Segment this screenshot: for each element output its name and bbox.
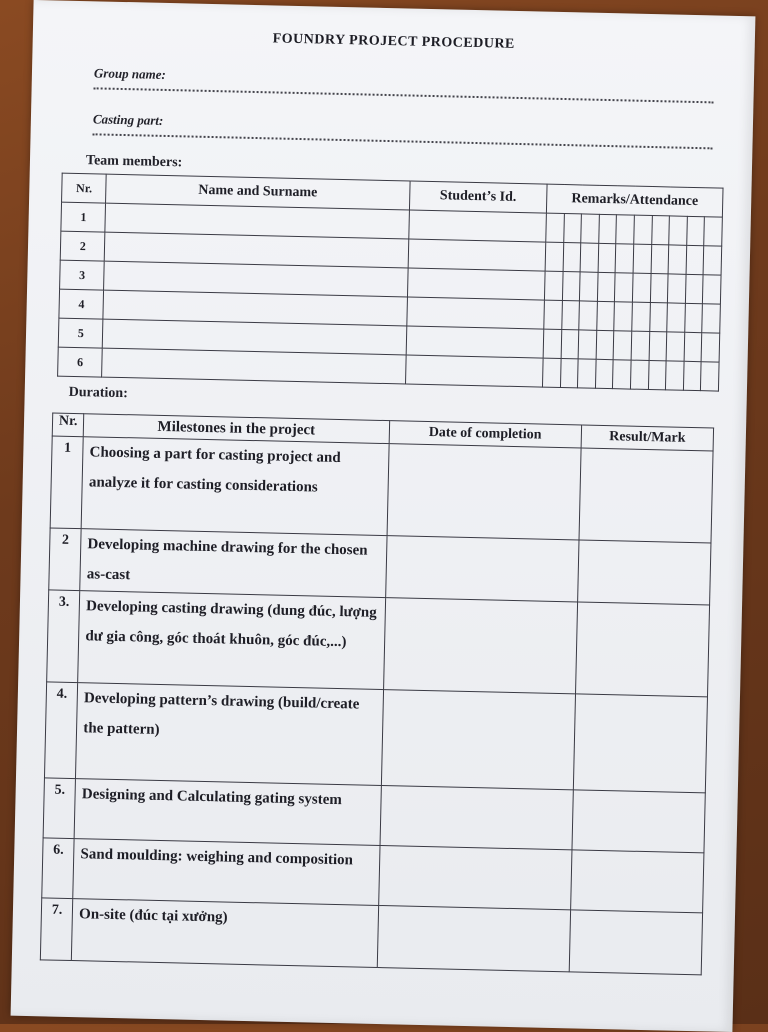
milestone-row-date-cell[interactable] — [380, 786, 574, 850]
team-row-student-id-cell[interactable] — [406, 326, 544, 358]
milestone-row-text: Designing and Calculating gating system — [74, 779, 381, 846]
attendance-cell[interactable] — [649, 303, 667, 332]
attendance-cell[interactable] — [616, 244, 634, 273]
team-row-nr: 1 — [61, 202, 106, 232]
milestone-row-text: Developing machine drawing for the chosen as-cast — [80, 529, 387, 598]
attendance-cell[interactable] — [560, 358, 578, 387]
milestone-row-date-cell[interactable] — [377, 905, 571, 971]
casting-part-dotted-line — [93, 133, 713, 149]
team-row-student-id-cell[interactable] — [408, 239, 546, 271]
attendance-cell[interactable] — [544, 300, 562, 329]
attendance-cell[interactable] — [685, 274, 703, 303]
team-row-nr: 4 — [59, 289, 104, 319]
milestone-header-result: Result/Mark — [581, 425, 714, 451]
team-row-student-id-cell[interactable] — [408, 210, 546, 242]
attendance-cell[interactable] — [648, 360, 666, 389]
attendance-cell[interactable] — [703, 246, 721, 275]
milestone-row-date-cell[interactable] — [378, 846, 572, 910]
attendance-cell[interactable] — [702, 304, 720, 333]
milestone-row — [44, 682, 707, 793]
team-row-student-id-cell[interactable] — [405, 355, 543, 387]
attendance-cell[interactable] — [666, 361, 684, 390]
attendance-cell[interactable] — [632, 273, 650, 302]
attendance-cell[interactable] — [561, 301, 579, 330]
attendance-cell[interactable] — [561, 330, 579, 359]
attendance-cell[interactable] — [580, 243, 598, 272]
milestone-row — [47, 590, 710, 697]
attendance-cell[interactable] — [651, 216, 669, 245]
milestone-row-result-cell[interactable] — [572, 790, 705, 853]
team-row-nr: 5 — [58, 318, 103, 348]
attendance-cell[interactable] — [543, 329, 561, 358]
attendance-cell[interactable] — [684, 303, 702, 332]
milestone-row-date-cell[interactable] — [385, 536, 579, 602]
milestone-row-date-cell[interactable] — [381, 690, 576, 790]
attendance-cell[interactable] — [578, 330, 596, 359]
casting-part-label: Casting part: — [92, 111, 164, 128]
milestone-row-nr: 5. — [43, 778, 76, 839]
attendance-cell[interactable] — [649, 331, 667, 360]
attendance-cell[interactable] — [632, 302, 650, 331]
form-title: FOUNDRY PROJECT PROCEDURE — [272, 31, 516, 52]
milestone-header-nr: Nr. — [52, 413, 84, 437]
team-row-nr: 6 — [58, 347, 103, 377]
attendance-cell[interactable] — [634, 215, 652, 244]
milestone-row-nr: 2 — [49, 528, 82, 591]
attendance-cell[interactable] — [545, 271, 563, 300]
attendance-cell[interactable] — [563, 243, 581, 272]
attendance-cell[interactable] — [667, 303, 685, 332]
attendance-cell[interactable] — [614, 302, 632, 331]
milestones-table — [40, 412, 714, 975]
attendance-cell[interactable] — [599, 214, 617, 243]
attendance-cell[interactable] — [563, 214, 581, 243]
milestone-row-date-cell[interactable] — [387, 444, 581, 540]
attendance-cell[interactable] — [650, 274, 668, 303]
milestone-row-date-cell[interactable] — [383, 598, 577, 694]
milestone-row-nr: 4. — [44, 682, 77, 779]
milestone-row-text: Developing casting drawing (dung đúc, lượng dư gia công, góc thoát khuôn, góc đúc,...) — [78, 591, 385, 690]
attendance-cell[interactable] — [578, 359, 596, 388]
team-header-nr: Nr. — [62, 173, 107, 203]
attendance-cell[interactable] — [651, 245, 669, 274]
casting-part-field — [93, 111, 713, 141]
milestone-row-text: Developing pattern’s drawing (build/create the pattern) — [76, 683, 383, 786]
milestone-row-nr: 6. — [42, 838, 75, 899]
milestone-row-result-cell[interactable] — [573, 694, 707, 793]
attendance-cell[interactable] — [684, 332, 702, 361]
milestone-header-date: Date of completion — [389, 421, 582, 448]
attendance-cell[interactable] — [579, 301, 597, 330]
attendance-cell[interactable] — [613, 360, 631, 389]
attendance-cell[interactable] — [701, 333, 719, 362]
attendance-cell[interactable] — [668, 274, 686, 303]
attendance-cell[interactable] — [580, 272, 598, 301]
attendance-cell[interactable] — [614, 331, 632, 360]
milestone-row-nr: 1 — [50, 436, 83, 529]
attendance-cell[interactable] — [616, 215, 634, 244]
team-header-remarks: Remarks/Attendance — [547, 184, 723, 217]
team-row-nr: 3 — [60, 260, 105, 290]
attendance-cell[interactable] — [615, 273, 633, 302]
team-row-name-cell[interactable] — [102, 348, 406, 384]
attendance-cell[interactable] — [545, 242, 563, 271]
attendance-cell[interactable] — [596, 330, 614, 359]
team-row-nr: 2 — [60, 231, 105, 261]
attendance-cell[interactable] — [668, 245, 686, 274]
milestone-row-result-cell[interactable] — [578, 540, 711, 605]
attendance-cell[interactable] — [597, 272, 615, 301]
milestone-row-text: Sand moulding: weighing and composition — [73, 839, 380, 906]
attendance-cell[interactable] — [666, 332, 684, 361]
group-name-field — [94, 65, 714, 95]
attendance-cell[interactable] — [683, 361, 701, 390]
attendance-cell[interactable] — [704, 217, 722, 246]
group-name-dotted-line — [94, 87, 714, 103]
team-row-student-id-cell[interactable] — [407, 268, 545, 300]
milestone-header-milestone: Milestones in the project — [83, 414, 389, 444]
group-name-label: Group name: — [93, 65, 167, 82]
attendance-cell[interactable] — [701, 362, 719, 391]
team-row-student-id-cell[interactable] — [406, 297, 544, 329]
milestone-row-result-cell[interactable] — [575, 602, 709, 697]
attendance-cell[interactable] — [562, 272, 580, 301]
attendance-cell[interactable] — [597, 301, 615, 330]
attendance-cell[interactable] — [543, 358, 561, 387]
milestone-row-result-cell[interactable] — [571, 850, 704, 913]
milestone-row-nr: 7. — [40, 898, 73, 961]
attendance-cell[interactable] — [546, 213, 564, 242]
team-header-student-id: Student’s Id. — [409, 181, 547, 213]
attendance-cell[interactable] — [581, 214, 599, 243]
team-members-label: Team members: — [85, 153, 183, 171]
attendance-cell[interactable] — [631, 331, 649, 360]
milestone-row-text: Choosing a part for casting project and analyze it for casting considerations — [81, 437, 388, 536]
milestone-row — [50, 436, 713, 543]
milestone-row-result-cell[interactable] — [569, 910, 702, 975]
team-members-table — [57, 173, 723, 392]
team-header-name: Name and Surname — [106, 174, 410, 210]
milestone-row-nr: 3. — [47, 590, 80, 683]
attendance-cell[interactable] — [686, 216, 704, 245]
attendance-cell[interactable] — [595, 359, 613, 388]
attendance-cell[interactable] — [703, 275, 721, 304]
attendance-cell[interactable] — [633, 244, 651, 273]
milestone-row-text: On-site (đúc tại xưởng) — [72, 899, 379, 968]
attendance-cell[interactable] — [686, 245, 704, 274]
attendance-cell[interactable] — [598, 243, 616, 272]
milestone-row-result-cell[interactable] — [579, 448, 713, 543]
attendance-cell[interactable] — [669, 216, 687, 245]
duration-label: Duration: — [68, 384, 129, 402]
form-sheet — [11, 0, 756, 1032]
attendance-cell[interactable] — [630, 360, 648, 389]
